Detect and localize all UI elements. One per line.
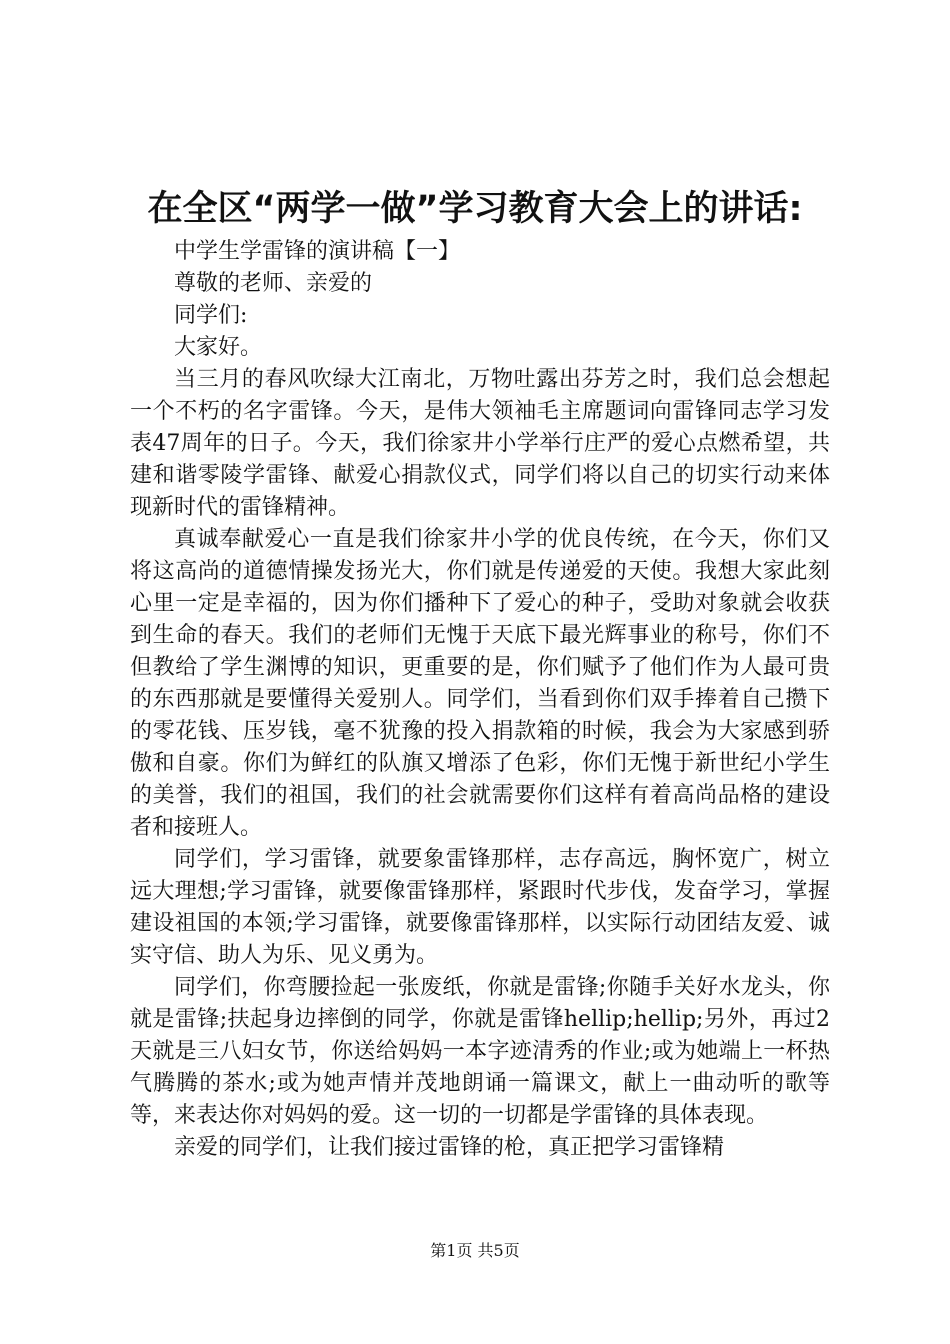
body-paragraph: 亲爱的同学们，让我们接过雷锋的枪，真正把学习雷锋精 [174, 1135, 725, 1160]
speech-subtitle: 中学生学雷锋的演讲稿【一】 [174, 239, 461, 264]
document-title: 在全区“两学一做”学习教育大会上的讲话: [147, 189, 803, 229]
body-paragraph: 同学们，学习雷锋，就要象雷锋那样，志存高远，胸怀宽广，树立远大理想;学习雷锋，就要像雷锋那样，紧跟时代步伐，发奋学习，掌握建设祖国的本领;学习雷锋，就要像雷锋那样，以实际行动团结友爱、诚实守信、助人为乐、见义勇为。 [130, 847, 830, 968]
body-paragraph: 当三月的春风吹绿大江南北，万物吐露出芬芳之时，我们总会想起一个不朽的名字雷锋。今天，是伟大领袖毛主席题词向雷锋同志学习发表47周年的日子。今天，我们徐家井小学举行庄严的爱心点燃希望，共建和谐零陵学雷锋、献爱心捐款仪式，同学们将以自己的切实行动来体现新时代的雷锋精神。 [130, 367, 830, 520]
salutation-line: 同学们: [174, 303, 248, 328]
greeting-line: 大家好。 [174, 335, 263, 360]
body-paragraph: 真诚奉献爱心一直是我们徐家井小学的优良传统，在今天，你们又将这高尚的道德情操发扬光大，你们就是传递爱的天使。我想大家此刻心里一定是幸福的，因为你们播种下了爱心的种子，受助对象就会收获到生命的春天。我们的老师们无愧于天底下最光辉事业的称号，你们不但教给了学生渊博的知识，更重要的是，你们赋予了他们作为人最可贵的东西那就是要懂得关爱别人。同学们，当看到你们双手捧着自己攒下的零花钱、压岁钱，毫不犹豫的投入捐款箱的时候，我会为大家感到骄傲和自豪。你们为鲜红的队旗又增添了色彩，你们无愧于新世纪小学生的美誉，我们的祖国，我们的社会就需要你们这样有着高尚品格的建设者和接班人。 [130, 527, 830, 840]
page-number-footer: 第1页 共5页 [430, 1241, 520, 1260]
salutation-line: 尊敬的老师、亲爱的 [174, 271, 373, 296]
document-body [130, 236, 830, 1164]
body-paragraph: 同学们，你弯腰捡起一张废纸，你就是雷锋;你随手关好水龙头，你就是雷锋;扶起身边摔倒的同学，你就是雷锋hellip;hellip;另外，再过2天就是三八妇女节，你送给妈妈一本字迹清秀的作业;或为她端上一杯热气腾腾的茶水;或为她声情并茂地朗诵一篇课文，献上一曲动听的歌等等，来表达你对妈妈的爱。这一切的一切都是学雷锋的具体表现。 [130, 975, 830, 1128]
